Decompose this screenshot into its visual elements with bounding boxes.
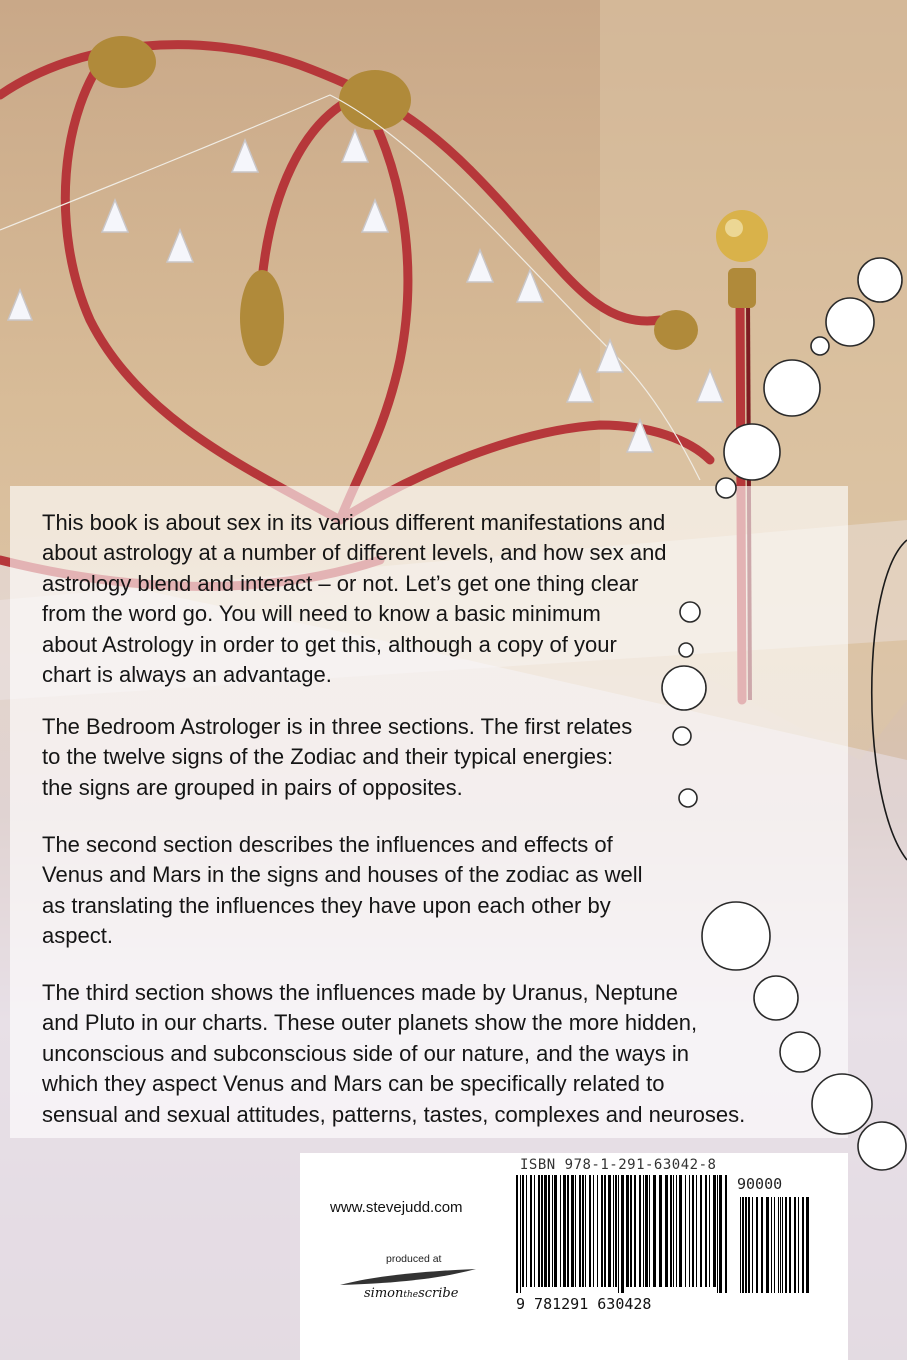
barcode-bar — [593, 1175, 594, 1287]
barcode-bar — [563, 1175, 566, 1287]
barcode-bar — [604, 1175, 606, 1287]
text-line: about astrology at a number of different levels, and how sex and — [42, 540, 667, 566]
barcode-bar — [766, 1197, 769, 1293]
barcode-bar — [618, 1175, 619, 1293]
text-line: and Pluto in our charts. These outer planets show the more hidden, — [42, 1010, 698, 1036]
barcode-bar — [615, 1175, 617, 1287]
barcode-bar — [582, 1175, 584, 1287]
barcode-bar — [621, 1175, 624, 1293]
barcode-bar — [520, 1175, 521, 1293]
barcode-bar — [659, 1175, 662, 1287]
barcode-bar — [526, 1175, 527, 1287]
barcode-bar — [782, 1197, 783, 1293]
barcode-bar — [696, 1175, 697, 1287]
barcode-bar — [665, 1175, 668, 1287]
blurb-paragraph-2 — [42, 712, 842, 803]
barcode-bar — [597, 1175, 598, 1287]
text-line: chart is always an advantage. — [42, 662, 332, 688]
text-line: to the twelve signs of the Zodiac and their typical energies: — [42, 744, 614, 770]
barcode-bar — [630, 1175, 632, 1287]
barcode-bar — [679, 1175, 682, 1287]
barcode-bar — [530, 1175, 532, 1287]
barcode-bar — [745, 1197, 747, 1293]
barcode-bar — [771, 1197, 772, 1293]
barcode-bar — [643, 1175, 644, 1287]
barcode-bar — [778, 1197, 779, 1293]
barcode-bar — [725, 1175, 727, 1293]
publisher-logo — [338, 1265, 478, 1301]
barcode-bar — [634, 1175, 636, 1287]
barcode-bar — [567, 1175, 569, 1287]
text-line: The third section shows the influences made by Uranus, Neptune — [42, 980, 678, 1005]
isbn-text: ISBN 978-1-291-63042-8 — [520, 1157, 717, 1173]
barcode-bar — [571, 1175, 574, 1287]
text-line: from the word go. You will need to know a basic minimum — [42, 601, 601, 627]
barcode-bar — [756, 1197, 758, 1293]
barcode-bar — [719, 1175, 722, 1293]
barcode-bar — [705, 1175, 707, 1287]
barcode-bar — [692, 1175, 694, 1287]
barcode-bar — [689, 1175, 690, 1287]
text-line: The Bedroom Astrologer is in three sections. The first relates — [42, 714, 633, 739]
barcode-bar — [653, 1175, 656, 1287]
barcode-bar — [780, 1197, 781, 1293]
barcode-bar — [649, 1175, 650, 1287]
price-code: 90000 — [737, 1175, 783, 1193]
blurb-paragraph-4 — [42, 978, 842, 1130]
barcode-bar — [608, 1175, 611, 1287]
text-line: as translating the influences they have upon each other by — [42, 892, 611, 918]
barcode-bar — [798, 1197, 799, 1293]
text-line: Venus and Mars in the signs and houses of the zodiac as well — [42, 862, 643, 888]
barcode-bar — [639, 1175, 641, 1287]
barcode-bar — [752, 1197, 753, 1293]
text-line: astrology blend and interact – or not. Let’s get one thing clear — [42, 570, 639, 596]
barcode-bar — [575, 1175, 576, 1287]
barcode-bar — [740, 1197, 741, 1293]
barcode-bar — [785, 1197, 787, 1293]
blurb-paragraph-3 — [42, 830, 842, 952]
barcode-bar — [748, 1197, 750, 1293]
text-line: This book is about sex in its various different manifestations and — [42, 510, 666, 535]
text-line: sensual and sexual attitudes, patterns, tastes, complexes and neuroses. — [42, 1101, 746, 1127]
barcode-bar — [717, 1175, 718, 1293]
barcode-bar — [552, 1175, 553, 1287]
barcode-bar — [700, 1175, 702, 1287]
barcode-bar — [538, 1175, 540, 1287]
barcode-bar — [802, 1197, 804, 1293]
text-line: unconscious and subconscious side of our nature, and the ways in — [42, 1040, 689, 1066]
barcode-bar — [579, 1175, 581, 1287]
barcode-bar — [589, 1175, 591, 1287]
barcode-bar — [516, 1175, 518, 1293]
barcode-bar — [522, 1175, 524, 1287]
barcode-bar — [761, 1197, 763, 1293]
text-line: about Astrology in order to get this, although a copy of your — [42, 631, 617, 657]
barcode-bar — [685, 1175, 686, 1287]
barcode-bar — [670, 1175, 672, 1287]
barcode-bar — [713, 1175, 716, 1287]
barcode-bar — [560, 1175, 561, 1287]
barcode-bar — [541, 1175, 543, 1287]
text-line: The second section describes the influences and effects of — [42, 832, 613, 857]
barcode-bar — [645, 1175, 648, 1287]
barcode-bar — [613, 1175, 614, 1287]
text-line: which they aspect Venus and Mars can be specifically related to — [42, 1071, 665, 1097]
blurb-paragraph-1 — [42, 508, 842, 690]
barcode-digits: 9 781291 630428 — [516, 1295, 652, 1313]
barcode-bar — [626, 1175, 629, 1287]
barcode-bar — [585, 1175, 586, 1287]
barcode-bar — [806, 1197, 809, 1293]
barcode-bar — [794, 1197, 796, 1293]
barcode-bar — [601, 1175, 603, 1287]
text-line: the signs are grouped in pairs of opposites. — [42, 774, 463, 800]
barcode-bar — [742, 1197, 744, 1293]
website-link[interactable]: www.stevejudd.com — [330, 1199, 463, 1216]
barcode-bar — [544, 1175, 547, 1287]
text-line: aspect. — [42, 923, 113, 949]
produced-label: produced at — [386, 1253, 442, 1265]
barcode-bar — [789, 1197, 791, 1293]
barcode-bar — [709, 1175, 710, 1287]
barcode-bar — [548, 1175, 550, 1287]
barcode-bar — [554, 1175, 557, 1287]
barcode-bar — [774, 1197, 775, 1293]
barcode-bar — [673, 1175, 674, 1287]
barcode-bar — [676, 1175, 677, 1287]
barcode-bar — [534, 1175, 535, 1287]
barcode-box — [300, 1153, 848, 1360]
svg-text:simonthescribe: simonthescribe — [364, 1286, 459, 1301]
